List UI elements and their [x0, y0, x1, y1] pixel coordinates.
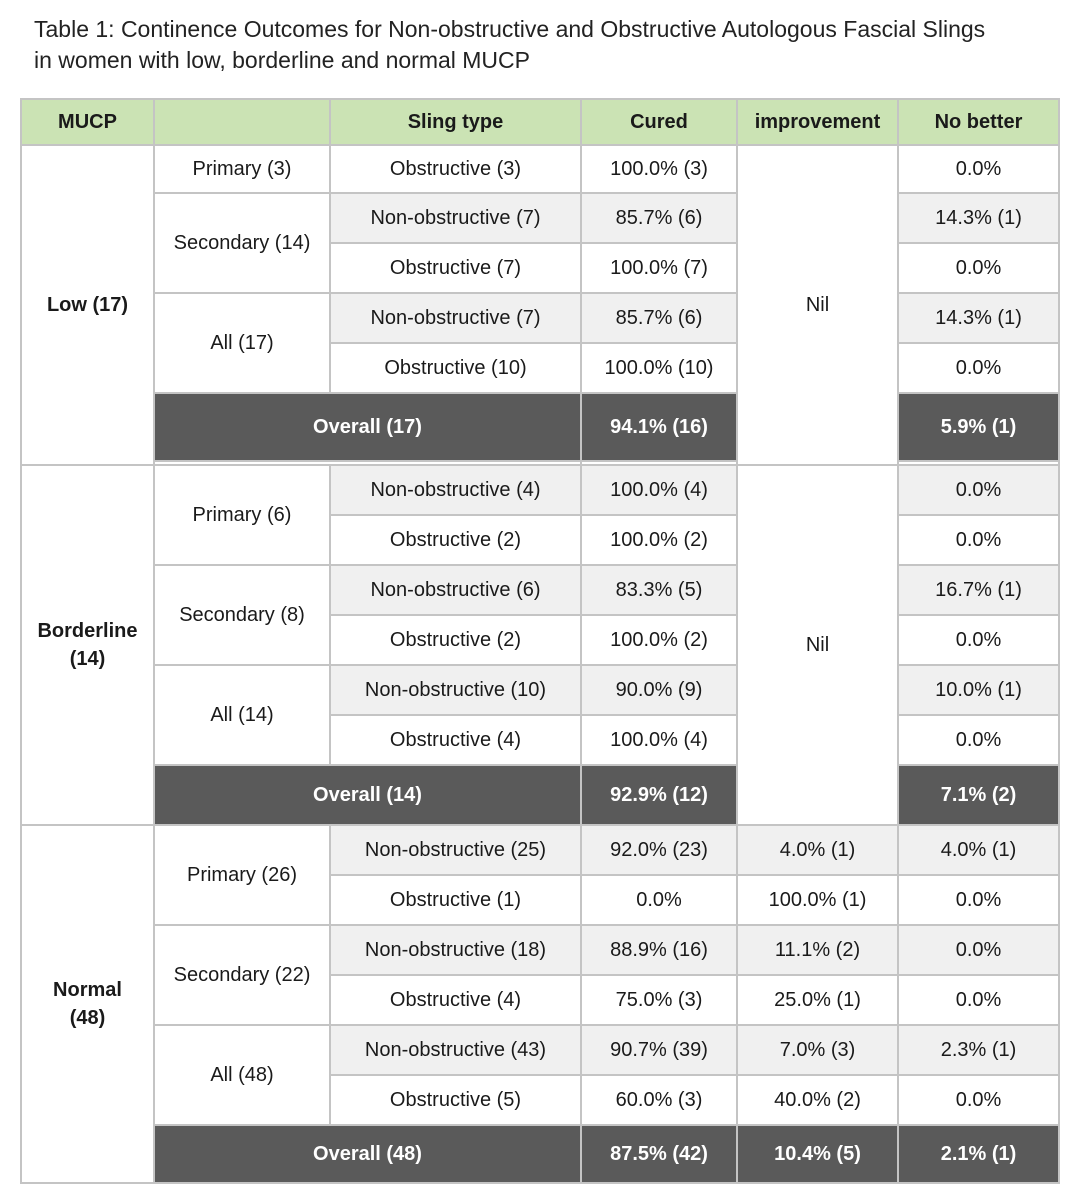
- header-cured: Cured: [581, 99, 737, 145]
- overall-cured: 94.1% (16): [581, 393, 737, 461]
- no-better-cell: 2.3% (1): [898, 1025, 1059, 1075]
- sling-cell: Obstructive (2): [330, 615, 581, 665]
- caption-line-1: Table 1: Continence Outcomes for Non-obstructive and Obstructive Autologous Fascial Slings: [34, 16, 986, 42]
- section-label-text: Normal (48): [53, 979, 122, 1029]
- cured-cell: 100.0% (10): [581, 343, 737, 393]
- table-row: [21, 925, 1059, 975]
- group-label: All (48): [154, 1025, 330, 1125]
- sling-cell: Obstructive (1): [330, 875, 581, 925]
- overall-label: Overall (17): [154, 393, 581, 461]
- overall-improvement: 10.4% (5): [737, 1125, 898, 1183]
- section-label-low: Low (17): [21, 145, 154, 465]
- sling-cell: Obstructive (4): [330, 975, 581, 1025]
- no-better-cell: 0.0%: [898, 875, 1059, 925]
- no-better-cell: 14.3% (1): [898, 193, 1059, 243]
- improvement-cell: 40.0% (2): [737, 1075, 898, 1125]
- overall-label: Overall (48): [154, 1125, 581, 1183]
- no-better-cell: 10.0% (1): [898, 665, 1059, 715]
- sling-cell: Obstructive (3): [330, 145, 581, 193]
- no-better-cell: 0.0%: [898, 615, 1059, 665]
- table-row: [21, 465, 1059, 515]
- no-better-cell: 0.0%: [898, 715, 1059, 765]
- no-better-cell: 0.0%: [898, 975, 1059, 1025]
- header-improvement: improvement: [737, 99, 898, 145]
- outcomes-table: [20, 98, 1060, 1184]
- sling-cell: Non-obstructive (43): [330, 1025, 581, 1075]
- overall-cured: 87.5% (42): [581, 1125, 737, 1183]
- cured-cell: 75.0% (3): [581, 975, 737, 1025]
- no-better-cell: 0.0%: [898, 465, 1059, 515]
- sling-cell: Non-obstructive (10): [330, 665, 581, 715]
- group-label: Secondary (14): [154, 193, 330, 293]
- improvement-cell: 4.0% (1): [737, 825, 898, 875]
- cured-cell: 90.7% (39): [581, 1025, 737, 1075]
- group-label: Primary (26): [154, 825, 330, 925]
- group-label: All (14): [154, 665, 330, 765]
- group-label: Primary (6): [154, 465, 330, 565]
- no-better-cell: 16.7% (1): [898, 565, 1059, 615]
- cured-cell: 88.9% (16): [581, 925, 737, 975]
- no-better-cell: 0.0%: [898, 925, 1059, 975]
- caption-line-2: in women with low, borderline and normal MUCP: [34, 47, 530, 73]
- group-label: All (17): [154, 293, 330, 393]
- no-better-cell: 0.0%: [898, 515, 1059, 565]
- cured-cell: 85.7% (6): [581, 293, 737, 343]
- overall-label: Overall (14): [154, 765, 581, 825]
- cured-cell: 100.0% (4): [581, 715, 737, 765]
- overall-no-better: 2.1% (1): [898, 1125, 1059, 1183]
- sling-cell: Non-obstructive (18): [330, 925, 581, 975]
- overall-no-better: 5.9% (1): [898, 393, 1059, 461]
- improvement-cell: 7.0% (3): [737, 1025, 898, 1075]
- cured-cell: 100.0% (2): [581, 615, 737, 665]
- no-better-cell: 4.0% (1): [898, 825, 1059, 875]
- sling-cell: Non-obstructive (25): [330, 825, 581, 875]
- table-caption: [34, 14, 1054, 76]
- cured-cell: 100.0% (4): [581, 465, 737, 515]
- group-label: Secondary (22): [154, 925, 330, 1025]
- table-row: [21, 565, 1059, 615]
- sling-cell: Non-obstructive (7): [330, 293, 581, 343]
- section-label-normal: [21, 825, 154, 1183]
- sling-cell: Obstructive (2): [330, 515, 581, 565]
- improvement-cell: 11.1% (2): [737, 925, 898, 975]
- cured-cell: 60.0% (3): [581, 1075, 737, 1125]
- no-better-cell: 0.0%: [898, 243, 1059, 293]
- header-row: [21, 99, 1059, 145]
- cured-cell: 100.0% (2): [581, 515, 737, 565]
- overall-cured: 92.9% (12): [581, 765, 737, 825]
- no-better-cell: 0.0%: [898, 1075, 1059, 1125]
- sling-cell: Obstructive (4): [330, 715, 581, 765]
- no-better-cell: 0.0%: [898, 343, 1059, 393]
- cured-cell: 85.7% (6): [581, 193, 737, 243]
- table-row: [21, 665, 1059, 715]
- sling-cell: Non-obstructive (4): [330, 465, 581, 515]
- overall-row: [21, 1125, 1059, 1183]
- cured-cell: 100.0% (3): [581, 145, 737, 193]
- header-no-better: No better: [898, 99, 1059, 145]
- group-label: Secondary (8): [154, 565, 330, 665]
- table-row: [21, 193, 1059, 243]
- header-sling-type: Sling type: [330, 99, 581, 145]
- cured-cell: 100.0% (7): [581, 243, 737, 293]
- overall-no-better: 7.1% (2): [898, 765, 1059, 825]
- section-label-borderline: [21, 465, 154, 825]
- no-better-cell: 14.3% (1): [898, 293, 1059, 343]
- improvement-cell: 100.0% (1): [737, 875, 898, 925]
- improvement-cell: 25.0% (1): [737, 975, 898, 1025]
- header-group: [154, 99, 330, 145]
- sling-cell: Obstructive (10): [330, 343, 581, 393]
- sling-cell: Non-obstructive (7): [330, 193, 581, 243]
- sling-cell: Obstructive (5): [330, 1075, 581, 1125]
- overall-row: [21, 393, 1059, 461]
- table-row: [21, 293, 1059, 343]
- overall-row: [21, 765, 1059, 825]
- sling-cell: Non-obstructive (6): [330, 565, 581, 615]
- table-row: [21, 1025, 1059, 1075]
- cured-cell: 0.0%: [581, 875, 737, 925]
- cured-cell: 90.0% (9): [581, 665, 737, 715]
- table-row: [21, 825, 1059, 875]
- group-label: Primary (3): [154, 145, 330, 193]
- cured-cell: 83.3% (5): [581, 565, 737, 615]
- header-mucp: MUCP: [21, 99, 154, 145]
- improvement-merged-cell: Nil: [737, 145, 898, 465]
- sling-cell: Obstructive (7): [330, 243, 581, 293]
- table-row: [21, 145, 1059, 193]
- cured-cell: 92.0% (23): [581, 825, 737, 875]
- improvement-merged-cell: Nil: [737, 465, 898, 825]
- no-better-cell: 0.0%: [898, 145, 1059, 193]
- section-label-text: Borderline (14): [37, 620, 138, 670]
